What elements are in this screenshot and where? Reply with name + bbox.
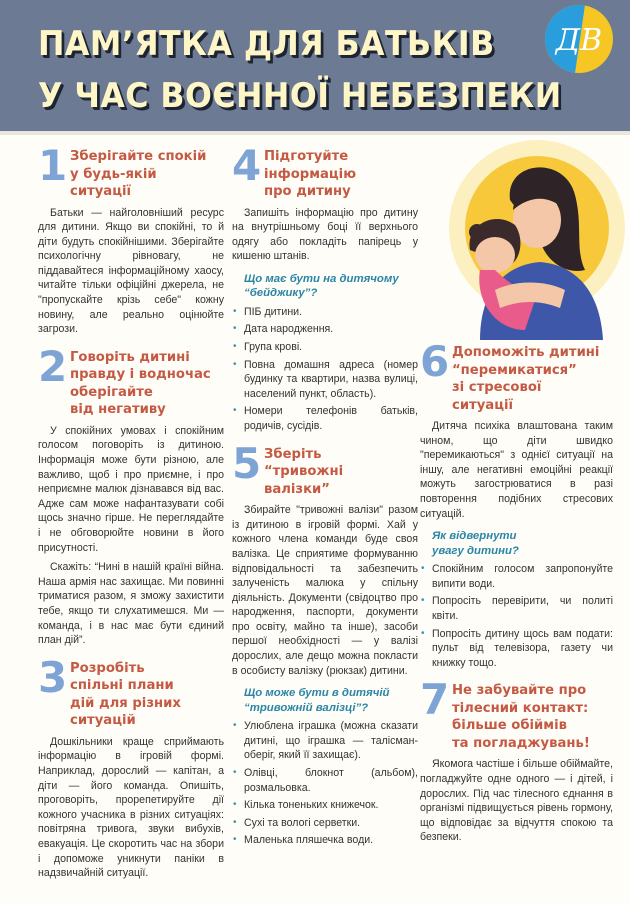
section-heading: Говоріть дитині правду і водночас оберігайте від негативу [70, 349, 211, 418]
bullet-icon: • [421, 595, 425, 607]
list-item [232, 322, 418, 337]
section-number: 2 [38, 341, 68, 391]
section-header [420, 337, 613, 414]
bullet-icon: • [233, 816, 237, 828]
list-item-text: Повна домашня адреса (номер будинку та квартири, назва вулиці, населений пункт, область). [244, 358, 418, 400]
list-item [420, 627, 613, 671]
column-middle [232, 141, 418, 860]
list-item-text: Маленька пляшечка води. [244, 834, 374, 847]
list-item [232, 358, 418, 402]
list-item [420, 594, 613, 623]
bullet-icon: • [233, 834, 237, 846]
list-item [232, 305, 418, 320]
bullet-icon: • [233, 720, 237, 732]
column-right [420, 140, 613, 857]
section-subheading: Що може бути в дитячій “тривожній валізці”? [244, 687, 390, 714]
section-heading: Зберігайте спокій у будь-якій ситуації [70, 149, 207, 199]
section-number: 6 [420, 337, 450, 386]
section-paragraph: Скажіть: “Нині в нашій країні війна. Наша армія нас захищає. Ми повинні триматися разом, я зможу захистити тебе, якщо ти слухатимешся. Ми — команда, і в нас має бути єдиний план дій”. [38, 561, 224, 647]
section-number: 5 [232, 438, 262, 488]
list-item-text: Номери телефонів батьків, родичів, сусідів. [244, 405, 418, 433]
section-number: 4 [232, 141, 262, 190]
list-item [232, 798, 418, 813]
title-line-1: ПАМ’ЯТКА ДЛЯ БАТЬКІВ [38, 24, 495, 64]
section-4 [232, 141, 418, 434]
section-paragraph: Дошкільники краще сприймають інформацію в ігровій формі. Наприклад, дорослий — капітан, а діти — його команда. Опишіть, проговоріть, прорепетируйте дії кожного учасника в різних ситуаціях: повітряна тривога, звуки вибухів, евакуація. Це скоротить час на збори і допоможе уникнути паніки в надзвичайній ситуації. [38, 735, 224, 880]
list-item-text: Попросіть перевірити, чи политі квіти. [432, 595, 613, 622]
section-1 [38, 141, 224, 337]
section-2 [38, 341, 224, 648]
bullet-icon: • [421, 563, 425, 575]
section-header [232, 141, 418, 201]
section-number: 1 [38, 141, 68, 190]
section-heading: Підготуйте інформацію про дитину [264, 149, 357, 199]
list-item [232, 340, 418, 355]
list-item-text: Група крові. [244, 341, 303, 354]
bullet-list [420, 562, 613, 670]
header-banner [0, 0, 630, 131]
bullet-list [232, 719, 418, 848]
list-item-text: Попросіть дитину щось вам подати: пульт від телевізора, газету чи книжку тощо. [432, 627, 613, 669]
section-heading: Зберіть “тривожні валізки” [264, 446, 344, 497]
list-item-text: Сухі та вологі серветки. [244, 816, 361, 829]
list-item-text: Дата народження. [244, 323, 334, 336]
svg-text:ДВ: ДВ [555, 23, 603, 58]
section-5 [232, 438, 418, 848]
section-subheading: Як відвернути увагу дитини? [432, 530, 519, 557]
section-heading: Допоможіть дитині “перемикатися” зі стресової ситуації [452, 345, 600, 413]
section-paragraph: Збирайте "тривожні валізи" разом із дитиною в ігровій формі. Хай у кожного члена команди буде своя валізка. Це сприятиме формуванню відповідальності та забезпечить залученість малюка у спільну діяльність. Документи (свідоцтво про народження, паспорти, документи про освіту, майно та інше), засоби першої необхідності — у валізі дорослих, але дещо можна покласти в особисту валізку (рюкзак) дитини. [232, 504, 418, 677]
bullet-icon: • [233, 358, 237, 370]
list-item-text: Спокійним голосом запропонуйте випити води. [432, 563, 613, 590]
mother-hugging-child-illustration [425, 140, 630, 340]
list-item [232, 766, 418, 795]
section-number: 7 [420, 675, 450, 725]
bullet-icon: • [233, 767, 237, 779]
bullet-icon: • [233, 799, 237, 811]
divider [0, 131, 630, 135]
list-item [232, 719, 418, 763]
section-heading: Розробіть спільні плани дій для різних ситуацій [70, 660, 181, 729]
list-item-text: Улюблена іграшка (можна сказати дитині, що іграшка — талісман-оберіг, який її захищає). [244, 720, 418, 762]
section-header [420, 675, 613, 752]
list-item-text: Олівці, блокнот (альбом), розмальовка. [244, 767, 418, 794]
bullet-icon: • [233, 405, 237, 417]
section-paragraph: Дитяча психіка влаштована таким чином, що діти швидко "перемикаються" з однієї ситуації на іншу, але негативні емоційні реакції можуть загострюватися в разі повторення подібних стресових ситуацій. [420, 420, 613, 520]
column-left [38, 141, 224, 893]
bullet-list [232, 305, 418, 434]
list-item [232, 816, 418, 831]
section-paragraph: Батьки — найголовніший ресурс для дитини. Якщо ви спокійні, то й діти будуть спокійнішими. Зберігайте психологічну рівновагу, не піддавайтеся інформаційному хаосу, читайте тільки офіційні джерела, не "пропускайте крізь себе" кожну новину, але реально оцінюйте загрози. [38, 206, 224, 336]
section-header [38, 141, 224, 201]
section-heading: Не забувайте про тілесний контакт: більше обіймів та погладжувань! [452, 683, 590, 751]
list-item-text: ПІБ дитини. [244, 305, 303, 318]
list-item [420, 562, 613, 591]
section-6 [420, 337, 613, 670]
section-paragraph: Якомога частіше і більше обіймайте, погладжуйте одне одного — і дітей, і дорослих. Під час тілесного єднання в організмі підвищується рівень гормону, що відповідає за відчуття спокою та безпеки. [420, 758, 613, 844]
section-7 [420, 675, 613, 845]
section-header [38, 341, 224, 419]
title-line-2: У ЧАС ВОЄННОЇ НЕБЕЗПЕКИ [38, 76, 562, 116]
section-subheading: Що має бути на дитячому “бейджику”? [244, 272, 399, 300]
list-item-text: Кілька тоненьких книжечок. [244, 799, 379, 812]
list-item [232, 833, 418, 848]
logo-icon [545, 5, 613, 73]
section-paragraph: Запишіть інформацію про дитину на внутрішньому боці її верхнього одягу або покладіть папірець у кишеню штанів. [232, 206, 418, 263]
bullet-icon: • [233, 305, 237, 317]
bullet-icon: • [233, 341, 237, 353]
bullet-icon: • [233, 323, 237, 335]
section-header [232, 438, 418, 499]
list-item [232, 404, 418, 433]
section-header [38, 652, 224, 730]
bullet-icon: • [421, 627, 425, 639]
section-3 [38, 652, 224, 881]
section-number: 3 [38, 652, 68, 702]
section-paragraph: У спокійних умовах і спокійним голосом поговоріть із дитиною. Інформація може бути різною, але важливо, щоб і про приємне, і про неприємне малюк дізнавався від вас. Адже сам може нафантазувати собі щось значно гірше. Не переглядайте і не обговорюйте новини в його присутності. [38, 424, 224, 554]
